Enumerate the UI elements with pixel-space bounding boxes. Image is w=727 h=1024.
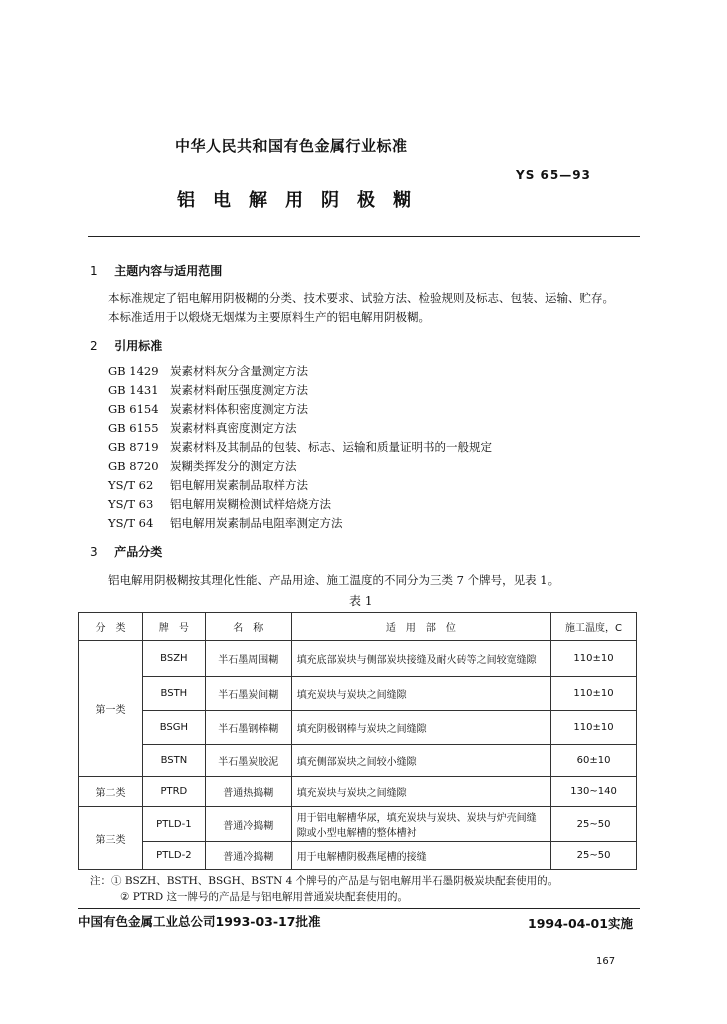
table-row <box>79 842 637 870</box>
footer-divider <box>78 908 640 909</box>
temperature-cell: 25~50 <box>551 807 637 842</box>
reference-name: 炭素材料灰分含量测定方法 <box>170 364 308 378</box>
table-note-1: 注：① BSZH、BSTH、BSGH、BSTN 4 个牌号的产品是与铝电解用半石墨阴极炭块配套使用的。 <box>90 875 559 887</box>
table-note-2: ② PTRD 这一牌号的产品是与铝电解用普通炭块配套使用的。 <box>120 891 408 903</box>
reference-item <box>108 496 331 512</box>
section-1-paragraph-1: 本标准规定了铝电解用阴极糊的分类、技术要求、试验方法、检验规则及标志、包装、运输、贮存。 <box>108 291 614 305</box>
section-1-paragraph-2: 本标准适用于以煅烧无烟煤为主要原料生产的铝电解用阴极糊。 <box>108 310 430 324</box>
page-number: 167 <box>596 956 616 967</box>
header-grade: 牌 号 <box>142 613 205 641</box>
reference-name: 铝电解用炭素制品取样方法 <box>170 478 308 492</box>
temperature-cell: 60±10 <box>551 745 637 777</box>
section-number: 3 <box>90 545 98 559</box>
reference-item <box>108 363 308 379</box>
section-title: 引用标准 <box>114 339 163 353</box>
application-cell: 填充炭块与炭块之间缝隙 <box>291 777 550 807</box>
product-name-cell: 普通热捣糊 <box>205 777 291 807</box>
product-name-cell: 半石墨炭间糊 <box>205 677 291 711</box>
reference-code: GB 1429 <box>108 364 159 378</box>
table-row <box>79 777 637 807</box>
category-cell: 第一类 <box>79 641 143 777</box>
temperature-cell: 110±10 <box>551 677 637 711</box>
reference-code: GB 8719 <box>108 440 159 454</box>
application-cell: 用于电解槽阴极燕尾槽的接缝 <box>291 842 550 870</box>
category-cell: 第二类 <box>79 777 143 807</box>
document-title: 铝电解用阴极糊 <box>177 190 429 211</box>
table-row <box>79 677 637 711</box>
grade-cell: PTLD-1 <box>142 807 205 842</box>
standard-code: YS 65—93 <box>516 168 591 182</box>
application-cell: 用于铝电解槽华尿，填充炭块与炭块、炭块与炉壳间缝隙或小型电解槽的整体槽衬 <box>291 807 550 842</box>
section-1-heading <box>90 262 222 279</box>
issuing-organization: 中华人民共和国有色金属行业标准 <box>175 137 408 155</box>
product-name-cell: 普通冷捣糊 <box>205 842 291 870</box>
reference-item <box>108 382 308 398</box>
header-divider <box>88 236 640 237</box>
grade-cell: BSGH <box>142 711 205 745</box>
grade-cell: PTLD-2 <box>142 842 205 870</box>
section-3-heading <box>90 543 162 560</box>
reference-code: YS/T 62 <box>108 478 154 492</box>
application-cell: 填充底部炭块与侧部炭块接缝及耐火砖等之间较宽缝隙 <box>291 641 550 677</box>
reference-item <box>108 458 297 474</box>
classification-table <box>78 612 637 870</box>
header-application: 适 用 部 位 <box>291 613 550 641</box>
section-number: 1 <box>90 264 98 278</box>
reference-name: 炭素材料及其制品的包装、标志、运输和质量证明书的一般规定 <box>170 440 492 454</box>
section-3-paragraph-1: 铝电解用阴极糊按其理化性能、产品用途、施工温度的不同分为三类 7 个牌号，见表 1。 <box>108 573 560 587</box>
reference-item <box>108 401 308 417</box>
reference-code: GB 6154 <box>108 402 159 416</box>
reference-item <box>108 420 297 436</box>
application-cell: 填充炭块与炭块之间缝隙 <box>291 677 550 711</box>
temperature-cell: 25~50 <box>551 842 637 870</box>
approval-statement: 中国有色金属工业总公司1993-03-17批准 <box>78 914 321 929</box>
reference-code: YS/T 64 <box>108 516 154 530</box>
grade-cell: BSTH <box>142 677 205 711</box>
section-title: 产品分类 <box>114 545 163 559</box>
table-row <box>79 641 637 677</box>
section-title: 主题内容与适用范围 <box>114 264 223 278</box>
reference-item <box>108 439 492 455</box>
table-header-row <box>79 613 637 641</box>
temperature-cell: 130~140 <box>551 777 637 807</box>
grade-cell: BSZH <box>142 641 205 677</box>
table-row <box>79 807 637 842</box>
implementation-date: 1994-04-01实施 <box>528 916 633 931</box>
reference-code: GB 6155 <box>108 421 159 435</box>
reference-name: 炭糊类挥发分的测定方法 <box>170 459 297 473</box>
table-row <box>79 711 637 745</box>
application-cell: 填充侧部炭块之间较小缝隙 <box>291 745 550 777</box>
category-cell: 第三类 <box>79 807 143 870</box>
reference-name: 炭素材料体积密度测定方法 <box>170 402 308 416</box>
reference-name: 铝电解用炭糊检测试样焙烧方法 <box>170 497 331 511</box>
temperature-cell: 110±10 <box>551 641 637 677</box>
product-name-cell: 普通冷捣糊 <box>205 807 291 842</box>
reference-name: 炭素材料真密度测定方法 <box>170 421 297 435</box>
table-caption: 表 1 <box>349 594 373 608</box>
section-number: 2 <box>90 339 98 353</box>
table-row <box>79 745 637 777</box>
grade-cell: BSTN <box>142 745 205 777</box>
temperature-cell: 110±10 <box>551 711 637 745</box>
header-temperature: 施工温度，C <box>551 613 637 641</box>
application-cell: 填充阴极钢棒与炭块之间缝隙 <box>291 711 550 745</box>
reference-code: YS/T 63 <box>108 497 154 511</box>
reference-item <box>108 515 343 531</box>
section-2-heading <box>90 337 162 354</box>
product-name-cell: 半石墨钢棒糊 <box>205 711 291 745</box>
grade-cell: PTRD <box>142 777 205 807</box>
product-name-cell: 半石墨炭胶泥 <box>205 745 291 777</box>
header-category: 分 类 <box>79 613 143 641</box>
reference-code: GB 8720 <box>108 459 159 473</box>
reference-name: 炭素材料耐压强度测定方法 <box>170 383 308 397</box>
reference-name: 铝电解用炭素制品电阻率测定方法 <box>170 516 343 530</box>
reference-code: GB 1431 <box>108 383 159 397</box>
reference-item <box>108 477 308 493</box>
product-name-cell: 半石墨周围糊 <box>205 641 291 677</box>
header-name: 名 称 <box>205 613 291 641</box>
